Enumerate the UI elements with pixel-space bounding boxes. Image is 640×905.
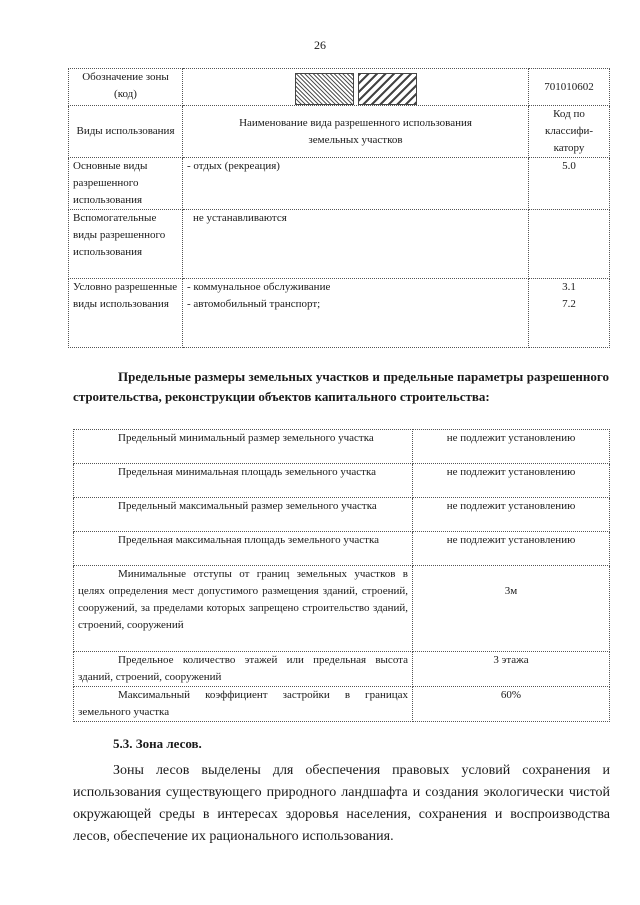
param-name-text: Предельное количество этажей или предельная высота зданий, строений, сооружений (78, 654, 408, 683)
param-name-text: Максимальный коэффициент застройки в границах земельного участка (78, 689, 408, 718)
use-code: 7.2 (562, 298, 576, 310)
param-name-text: Предельная минимальная площадь земельного участка (118, 466, 377, 478)
params-heading (73, 367, 609, 407)
param-name (74, 687, 413, 722)
param-row (74, 430, 610, 464)
header-classifier-code: Код по классифи-катору (529, 106, 610, 158)
param-row (74, 498, 610, 532)
param-row (74, 652, 610, 687)
header-use-name: Наименование вида разрешенного использования земельных участков (183, 106, 529, 158)
param-row (74, 566, 610, 652)
use-code: 5.0 (529, 158, 610, 210)
param-row (74, 464, 610, 498)
zone-table (68, 68, 610, 348)
param-value: не подлежит установлению (413, 430, 610, 464)
use-code: 3.1 (562, 281, 576, 293)
param-name (74, 430, 413, 464)
section-paragraph: Зоны лесов выделены для обеспечения правовых условий сохранения и использования существующего природного ландшафта и создания экологически чистой окружающей среды в интересах здоровья населения, сохранения и воспроизводства лесов, обеспечение их рационального использования. (73, 763, 610, 844)
param-name (74, 464, 413, 498)
use-name: не устанавливаются (183, 210, 529, 279)
zone-label: Обозначение зоны (код) (69, 69, 183, 106)
use-name: - автомобильный транспорт; (187, 298, 321, 310)
zone-row-conditional (69, 279, 610, 348)
use-type: Условно разрешенные виды использования (69, 279, 183, 348)
param-value: 3 этажа (413, 652, 610, 687)
param-name (74, 498, 413, 532)
param-name (74, 652, 413, 687)
use-name: - отдых (рекреация) (183, 158, 529, 210)
zone-code-row (69, 69, 610, 106)
param-name-text: Предельный максимальный размер земельного участка (118, 500, 377, 512)
param-value: 60% (413, 687, 610, 722)
header-use-types: Виды использования (69, 106, 183, 158)
use-type: Вспомогательные виды разрешенного использования (69, 210, 183, 279)
use-code (529, 210, 610, 279)
zone-header-row (69, 106, 610, 158)
zone-hatch-pattern-alt (358, 73, 417, 105)
zone-row-auxiliary (69, 210, 610, 279)
param-value: не подлежит установлению (413, 532, 610, 566)
section-title: 5.3. Зона лесов. (113, 736, 202, 751)
param-value: не подлежит установлению (413, 464, 610, 498)
zone-code: 701010602 (529, 69, 610, 106)
page-number: 26 (314, 38, 326, 52)
use-type: Основные виды разрешенного использования (69, 158, 183, 210)
params-table (73, 429, 610, 722)
param-value: не подлежит установлению (413, 498, 610, 532)
param-name (74, 532, 413, 566)
params-heading-text: Предельные размеры земельных участков и предельные параметры разрешенного строительства, реконструкции объектов капитального строительства: (73, 369, 609, 404)
param-row (74, 687, 610, 722)
use-name: - коммунальное обслуживание (187, 281, 331, 293)
param-name-text: Минимальные отступы от границ земельных участков в целях определения мест допустимого размещения зданий, строений, сооружений, за пределами которых запрещено строительство зданий, строений, сооружений (78, 568, 408, 631)
param-value: 3м (413, 566, 610, 652)
use-codes (529, 279, 610, 348)
zone-row-main (69, 158, 610, 210)
param-name-text: Предельная максимальная площадь земельного участка (118, 534, 380, 546)
use-names (183, 279, 529, 348)
param-name (74, 566, 413, 652)
zone-hatch-pattern (295, 73, 354, 105)
zone-pattern-cell (183, 69, 529, 106)
param-row (74, 532, 610, 566)
param-name-text: Предельный минимальный размер земельного участка (118, 432, 374, 444)
